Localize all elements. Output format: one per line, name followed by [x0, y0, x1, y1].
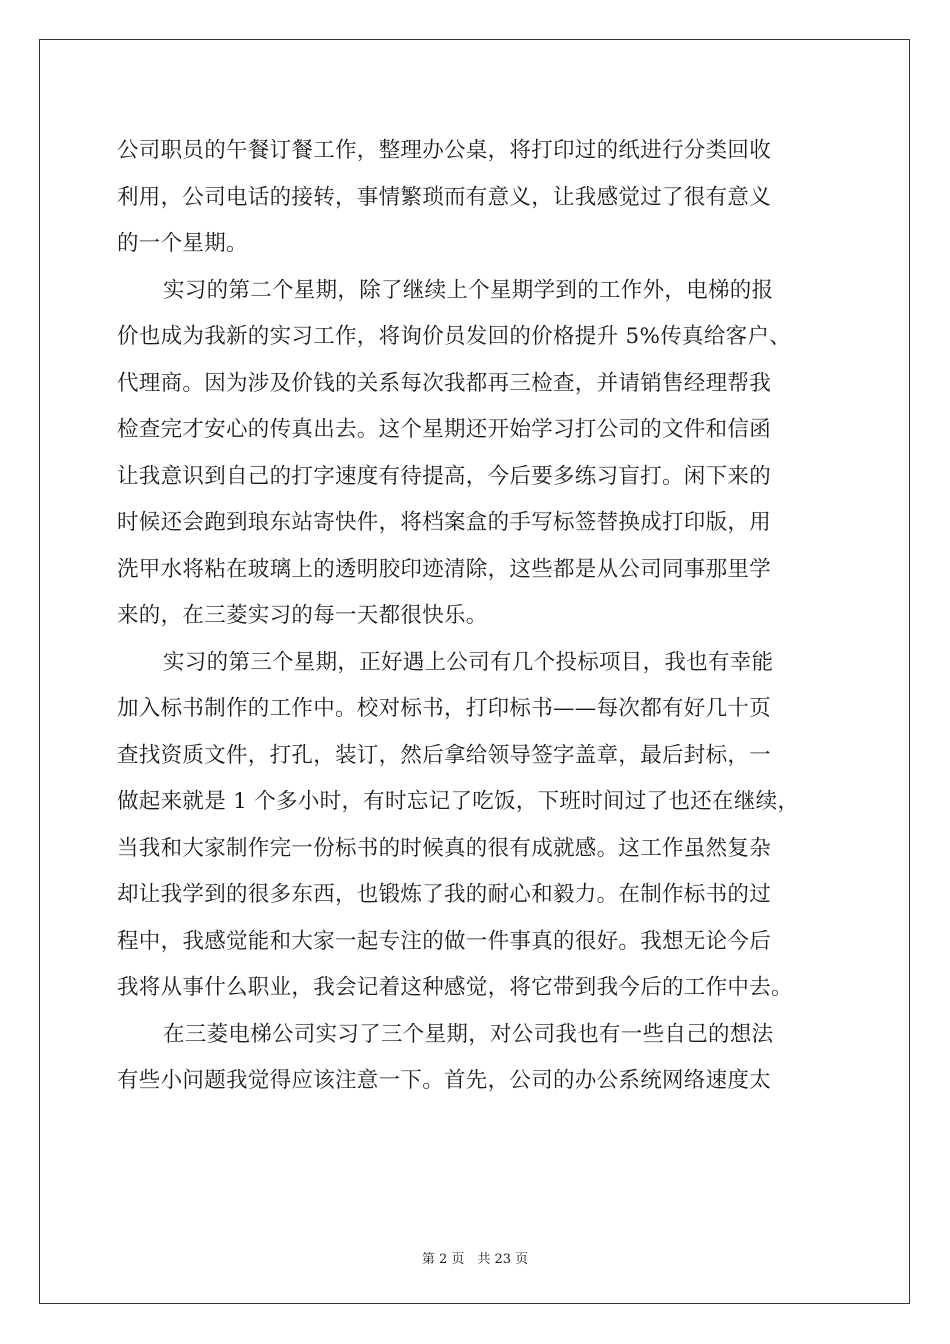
text-line-7: 检查完才安心的传真出去。这个星期还开始学习打公司的文件和信函	[117, 417, 772, 442]
text-line-18: 程中，我感觉能和大家一起专注的做一件事真的很好。我想无论今后	[117, 928, 772, 954]
document-body	[117, 128, 837, 1105]
text-line-12: 实习的第三个星期，正好遇上公司有几个投标项目，我也有幸能	[163, 649, 774, 675]
text-line-11: 来的，在三菱实习的每一天都很快乐。	[117, 603, 488, 628]
page-number-footer: 第 2 页 共 23 页	[421, 1252, 529, 1267]
text-line-5: 价也成为我新的实习工作，将询价员发回的价格提升 5%传真给客户、	[117, 324, 792, 349]
text-line-17: 却让我学到的很多东西，也锻炼了我的耐心和毅力。在制作标书的过	[117, 882, 772, 907]
text-line-20: 在三菱电梯公司实习了三个星期，对公司我也有一些自己的想法	[163, 1021, 774, 1047]
text-line-16: 当我和大家制作完一份标书的时候真的很有成就感。这工作虽然复杂	[117, 835, 772, 861]
text-line-13: 加入标书制作的工作中。校对标书，打印标书——每次都有好几十页	[117, 696, 772, 721]
text-line-21: 有些小问题我觉得应该注意一下。首先，公司的办公系统网络速度太	[117, 1068, 772, 1093]
text-line-14: 查找资质文件，打孔，装订，然后拿给领导签字盖章，最后封标，一	[117, 742, 772, 768]
text-line-10: 洗甲水将粘在玻璃上的透明胶印迹清除，这些都是从公司同事那里学	[117, 556, 772, 582]
text-line-2: 利用，公司电话的接转，事情繁琐而有意义，让我感觉过了很有意义	[117, 184, 772, 210]
text-line-4: 实习的第二个星期，除了继续上个星期学到的工作外，电梯的报	[163, 277, 774, 303]
text-line-6: 代理商。因为涉及价钱的关系每次我都再三检查，并请销售经理帮我	[117, 370, 772, 396]
text-line-1: 公司职员的午餐订餐工作，整理办公桌，将打印过的纸进行分类回收	[117, 138, 772, 163]
text-line-15: 做起来就是 1 个多小时，有时忘记了吃饭，下班时间过了也还在继续，	[117, 789, 800, 814]
text-line-9: 时候还会跑到琅东站寄快件，将档案盒的手写标签替换成打印版，用	[117, 510, 772, 535]
text-line-8: 让我意识到自己的打字速度有待提高，今后要多练习盲打。闲下来的	[117, 463, 772, 489]
text-line-19: 我将从事什么职业，我会记着这种感觉，将它带到我今后的工作中去。	[117, 975, 793, 1000]
text-line-3: 的一个星期。	[117, 231, 248, 256]
